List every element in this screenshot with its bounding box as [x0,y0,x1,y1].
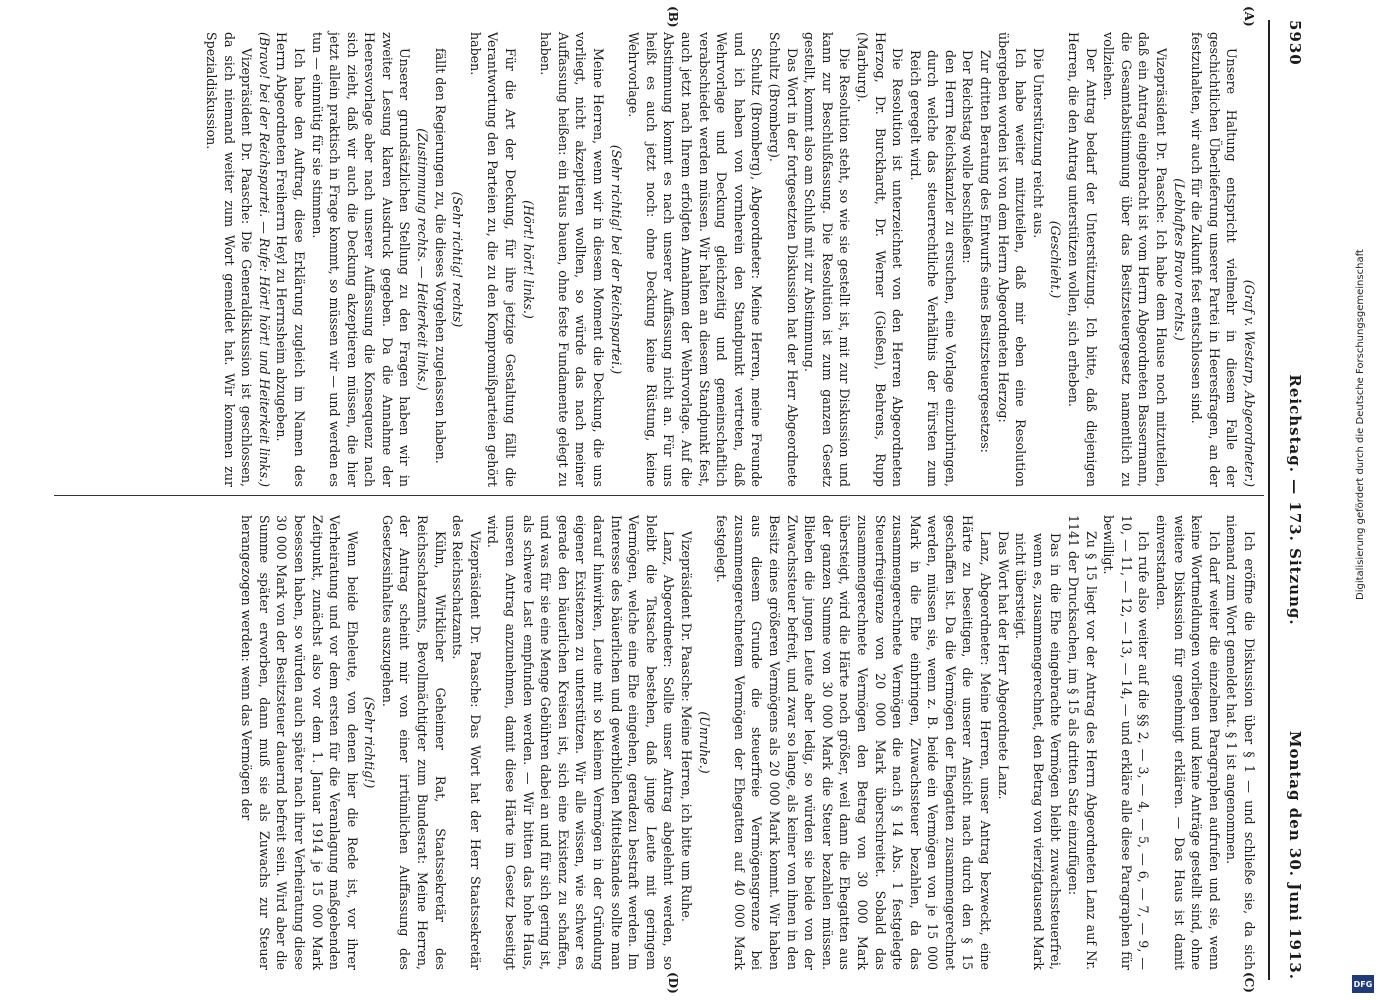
left-column [202,32,1258,487]
right-paragraph: Das in die Ehe eingebrachte Vermögen bleibt zuwachssteuerfrei, wenn es, zusammengerechnet, den Betrag von vierzigtausend Mark nicht übersteigt. [1013,533,1064,970]
left-paragraph: Vizepräsident Dr. Paasche: Ich habe dem Hause noch mitzuteilen, daß ein Antrag eingebracht ist vom Herrn Abgeordneten Bassermann, die Gesamtabstimmung über das Besitzsteuergesetz namentlich zu vollziehen. [1101,32,1170,487]
page-header [1274,20,1310,980]
rotated-page [30,0,1330,1000]
right-paragraph: Das Wort hat der Herr Abgeordnete Lanz. [995,531,1011,800]
column-divider [54,495,1264,496]
left-paragraph: (Graf v. Westarp, Abgeordneter.) [1242,279,1257,487]
left-paragraph: (Bravo! bei der Reichspartei. — Rufe: Hört! hört! und Heiterkeit links.) [256,32,272,488]
right-paragraph: Ich rufe also weiter auf die §§ 2, — 3, — 4, — 5, — 6, — 7, — 9, — 10, — 11, — 12, — 13, — 14, — und erkläre alle diese Paragraphen für bewilligt. [1101,515,1152,970]
left-paragraph: (Geschieht.) [1048,220,1064,299]
left-paragraph: Die Resolution ist unterzeichnet von den Herren Abgeordneten Herzog, Dr. Burckhardt, Dr. Werner (Gießen), Behrens, Rupp (Marburg). [854,32,906,487]
left-paragraph: Ich habe den Auftrag, diese Erklärung zugleich im Namen des Herrn Abgeordneten Freiherrn Heyl zu Herrnsheim abzugeben. [274,32,307,487]
page-number: 5930 [1286,20,1304,66]
left-paragraph: Unsere Haltung entspricht vielmehr in diesem Falle der geschichtlichen Überlieferung unserer Partei in Heeresfragen, an der festzuhalten, wir auch für die Zukunft fest entschlossen sind. [1189,32,1240,487]
right-paragraph: (Unruhe.) [696,711,712,774]
margin-mark-b: (B) [666,6,680,28]
right-paragraph: Lanz, Abgeordneter: Meine Herren, unser Antrag bezweckt, eine Härte zu beseitigen, die unserer Ansicht nach durch den § 15 geschaffen ist. Da die Vermögen der Ehegatten zusammengerechnet werden, müssen sie, wenn z. B. beide ein Vermögen von je 15 000 Mark in die Ehe einbringen, Zuwachssteuer bezahlen, da das zusammengerechnete Vermögen die nach § 14 Abs. 1 festgelegte Steuerfreigrenze von 20 000 Mark überschreitet. Sobald das zusammengerechnete Vermögen den Betrag von 30 000 Mark übersteigt, wird die Härte noch größer, weil dann die Ehegatten aus der ganzen Summe von 30 000 Mark die Steuer bezahlen müssen. Blieben die jungen Leute aber ledig, so würden sie beide von der Zuwachssteuer befreit, und zwar so lange, als keiner von ihnen in den Besitz eines größeren Vermögens als 20 000 Mark kommt. Wir haben aus diesem Grunde die steuerfreie Vermögensgrenze bei zusammengerechnetem Vermögen der Ehegatten auf 40 000 Mark festgelegt. [714,515,994,970]
left-paragraph: (Zustimmung rechts. — Heiterkeit links.) [415,128,431,391]
right-paragraph: Ich eröffne die Diskussion über § 1 — und schließe sie, da sich niemand zum Wort gemeldet hat. § 1 ist angenommen. [1224,515,1257,970]
header-title: Reichstag. — 173. Sitzung. [1286,374,1304,626]
right-column [238,515,1258,970]
left-paragraph: (Hört! hört! links.) [520,200,536,319]
left-paragraph: Ich habe weiter mitzuteilen, daß mir eben eine Resolution übergeben worden ist von dem Herrn Abgeordneten Herzog: [995,32,1029,487]
right-paragraph: Kühn, Wirklicher Geheimer Rat, Staatssekretär des Reichsschatzamts, Bevollmächtigter zum Bundesrat: Meine Herren, der Antrag scheint mir von einer irrtümlichen Auffassung des Gesetzesinhaltes auszugehen. [379,515,448,970]
left-paragraph: (Lebhaftes Bravo rechts.) [1171,178,1187,341]
right-paragraph: Lanz, Abgeordneter: Sollte unser Antrag abgelehnt werden, so bleibt die Tatsache bestehen, daß junge Leute mit geringem Vermögen, welche eine Ehe eingehen, geradezu bestraft werden. Im Interesse des bäuerlichen und gewerblichen Mittelstandes sollte man darauf hinwirken, Leute mit so kleinem Vermögen in der Gründung eigener Existenzen zu unterstützen. Wir alle wissen, wie schwer es gerade den bäuerlichen Kreisen ist, sich eine Existenz zu schaffen, und was für sie eine Menge Gebühren dabei an und für sich gering ist, als schwere Last empfunden werden. — Wir bitten das hohe Haus, unseren Antrag anzunehmen, damit diese Härte im Gesetz beseitigt wird. [485,515,677,970]
left-paragraph: Der Reichstag wolle beschließen: [960,50,976,264]
left-paragraph: Der Antrag bedarf der Unterstützung. Ich bitte, daß diejenigen Herren, die den Antrag unterstützen wollen, sich erheben. [1066,32,1099,487]
right-paragraph: Vizepräsident Dr. Paasche: Das Wort hat der Herr Staatssekretär des Reichsschatzamts. [450,515,483,970]
dfg-logo: DFG [1352,975,1374,993]
margin-mark-a: (A) [1242,6,1256,27]
left-paragraph: den Herrn Reichskanzler zu ersuchen, eine Vorlage einzubringen, durch welche das steuerrechtliche Verhältnis der Fürsten zum Reich geregelt wird. [907,50,958,487]
left-paragraph: (Sehr richtig! rechts) [450,191,466,328]
left-paragraph: (Sehr richtig! bei der Reichspartei.) [608,144,624,375]
right-paragraph: (Sehr richtig!) [362,696,378,789]
left-paragraph: Unserer grundsätzlichen Stellung zu den Fragen haben wir in zweiter Lesung klaren Ausdruck gegeben. Da die Annahme der Heeresvorlage aber nach unserer Auffassung die Konsequenz nach sich zieht, daß wir auch die Deckung akzeptieren müssen, die hier jetzt allein praktisch in Frage kommt, so müssen wir — und werden es tun — einmütig für sie stimmen. [309,32,413,487]
right-paragraph: Ich darf weiter die einzelnen Paragraphen aufrufen und sie, wenn keine Wortmeldungen vorliegen und keine Anträge gestellt sind, ohne weitere Diskussion für genehmigt erklären. — Das Haus ist damit einverstanden. [1154,515,1222,970]
left-paragraph: Vizepräsident Dr. Paasche: Die Generaldiskussion ist geschlossen, da sich niemand weiter zum Wort gemeldet hat. Wir kommen zur Spezialdiskussion. [203,32,255,487]
right-paragraph: Wenn beide Eheleute, von denen hier die Rede ist, vor ihrer Verheiratung und vor dem ersten für die Veranlagung maßgebenden Zeitpunkt, zunächst also vor dem 1. Januar 1914 je 15 000 Mark besessen haben, so würden auch später nach ihrer Verheiratung diese 30 000 Mark von der Besitzsteuer dauernd befreit sein. Wird aber die Summe später erworben, dann muß sie als Zuwachs zur Steuer herangezogen werden: wenn das Vermögen der [239,515,360,970]
left-paragraph: Schultz (Bromberg), Abgeordneter: Meine Herren, meine Freunde und ich haben von vornherein den Standpunkt vertreten, daß Wehrvorlage und Deckung gleichzeitig und gemeinschaftlich verabschiedet werden müssen. Wir halten an diesem Standpunkt fest, auch jetzt nach Ihrem erfolgten Annahmen der Wehrvorlage. Auf die Abstimmung kommt es nach unserer Auffassung nicht an. Für uns heißt es auch jetzt noch: ohne Deckung keine Rüstung, keine Wehrvorlage. [626,32,765,487]
left-paragraph: Für die Art der Deckung, für ihre jetzige Gestaltung fällt die Verantwortung den Parteien zu, die zu den Kompromißparteien gehört haben. [467,32,519,487]
header-date: Montag den 30. Juni 1913. [1286,730,1304,980]
right-paragraph: Vizepräsident Dr. Paasche: Meine Herren, ich bitte um Ruhe. [679,531,694,922]
left-paragraph: Die Resolution steht, so wie sie gestellt ist, mit zur Diskussion und kann zur Beschlußfassung. Die Resolution ist zum ganzen Gesetz gestellt, kommt also am Schluß mit zur Abstimmung. [802,32,853,487]
margin-mark-d: (D) [666,972,680,994]
left-paragraph: Die Unterstützung reicht aus. [1030,48,1046,239]
left-paragraph: Meine Herren, wenn wir in diesem Moment die Deckung, die uns vorliegt, nicht akzeptieren wollten, so würde das nach meiner Auffassung heißen: ein Haus bauen, ohne feste Fundamente gelegt zu haben. [538,32,607,487]
left-paragraph: Zur dritten Beratung des Entwurfs eines Besitzsteuergesetzes: [978,50,994,453]
funding-note: Digitalisierung gefördert durch die Deutsche Forschungsgemeinschaft [1355,249,1366,600]
margin-mark-c: (C) [1242,972,1256,993]
header-rule [1268,20,1270,980]
left-paragraph: fällt den Regierungen zu, die dieses Vorgehen zugelassen haben. [432,48,448,464]
left-paragraph: Das Wort in der fortgesetzten Diskussion hat der Herr Abgeordnete Schultz (Bromberg). [766,32,800,487]
right-paragraph: Zu § 15 liegt vor der Antrag des Herrn Abgeordneten Lanz auf Nr. 1141 der Drucksachen, im § 15 als dritten Satz einzufügen: [1066,515,1099,970]
